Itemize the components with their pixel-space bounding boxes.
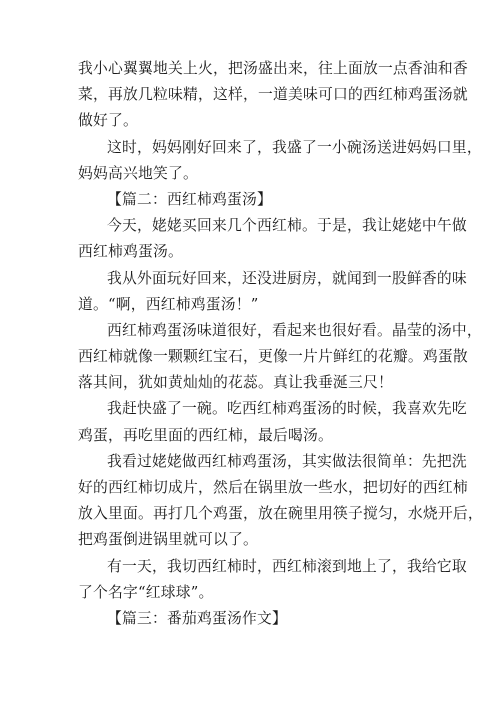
text-line-18: 放入里面。再打几个鸡蛋，放在碗里用筷子搅匀，水烧开后， xyxy=(78,505,483,523)
text-line-17: 好的西红柿切成片，然后在锅里放一些水，把切好的西红柿 xyxy=(78,479,468,496)
text-line-21: 了个名字“红球球”。 xyxy=(78,583,214,601)
text-line-19: 把鸡蛋倒进锅里就可以了。 xyxy=(78,531,258,549)
text-line-5: 妈妈高兴地笑了。 xyxy=(78,164,198,182)
text-line-12: 西红柿就像一颗颗红宝石，更像一片片鲜红的花瓣。鸡蛋散 xyxy=(78,348,468,366)
text-line-14: 我赶快盛了一碗。吃西红柿鸡蛋汤的时候，我喜欢先吃 xyxy=(107,400,467,418)
text-line-10: 道。“啊，西红柿鸡蛋汤！” xyxy=(78,295,259,313)
section-heading-3: 【篇三：番茄鸡蛋汤作文】 xyxy=(107,609,287,627)
text-line-3: 做好了。 xyxy=(78,112,138,130)
text-line-4: 这时，妈妈刚好回来了，我盛了一小碗汤送进妈妈口里， xyxy=(107,138,482,156)
text-line-7: 今天，姥姥买回来几个西红柿。于是，我让姥姥中午做 xyxy=(107,217,467,235)
text-line-2: 菜，再放几粒味精，这样，一道美味可口的西红柿鸡蛋汤就 xyxy=(78,86,468,104)
text-line-15: 鸡蛋，再吃里面的西红柿，最后喝汤。 xyxy=(78,426,333,444)
text-line-11: 西红柿鸡蛋汤味道很好，看起来也很好看。晶莹的汤中， xyxy=(107,321,482,339)
text-line-9: 我从外面玩好回来，还没进厨房，就闻到一股鲜香的味 xyxy=(107,269,467,287)
text-line-13: 落其间，犹如黄灿灿的花蕊。真让我垂涎三尺！ xyxy=(78,374,393,392)
text-line-8: 西红柿鸡蛋汤。 xyxy=(78,243,183,261)
text-line-16: 我看过姥姥做西红柿鸡蛋汤，其实做法很简单：先把洗 xyxy=(107,452,467,470)
document-page xyxy=(78,56,483,632)
text-line-1: 我小心翼翼地关上火，把汤盛出来，往上面放一点香油和香 xyxy=(78,60,468,77)
section-heading-2: 【篇二：西红柿鸡蛋汤】 xyxy=(107,190,272,208)
text-line-20: 有一天，我切西红柿时，西红柿滚到地上了，我给它取 xyxy=(107,557,467,575)
